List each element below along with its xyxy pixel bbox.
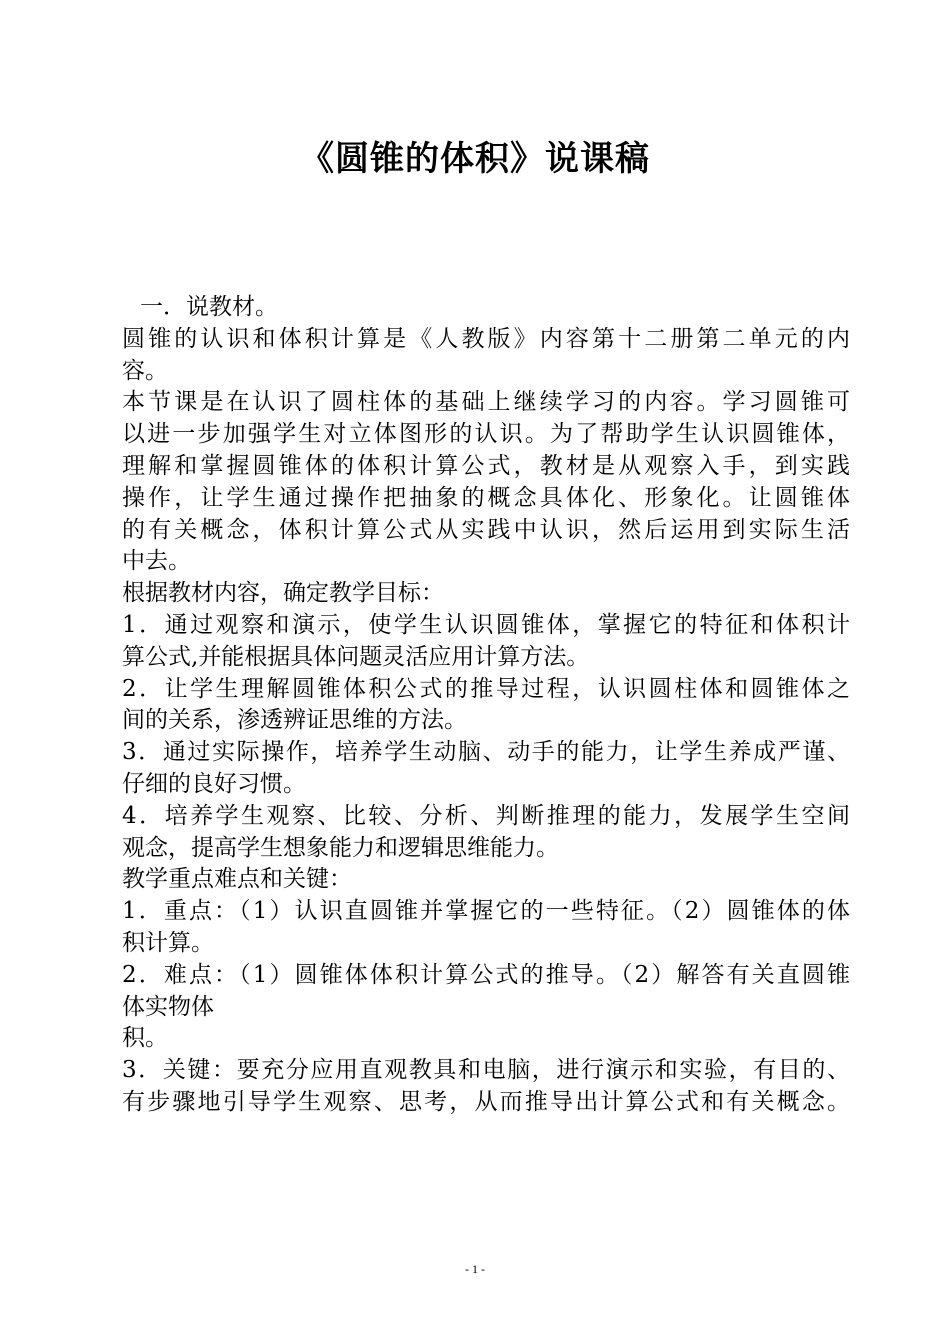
paragraph-line: 教学重点难点和关键： [122,866,352,893]
paragraph-line: 根据教材内容，确定教学目标： [122,580,444,607]
list-item-line: 2．难点：（1）圆锥体体积计算公式的推导。（2）解答有关直圆锥 [122,961,850,988]
page-number: - 1 - [465,1262,485,1276]
page-title: 《圆锥的体积》说课稿 [300,139,650,179]
paragraph-line: 理解和掌握圆锥体的体积计算公式，教材是从观察入手，到实践 [122,452,850,479]
list-item-line: 算公式,并能根据具体问题灵活应用计算方法。 [122,643,590,670]
paragraph-line: 以进一步加强学生对立体图形的认识。为了帮助学生认识圆锥体， [122,421,850,448]
list-item-line: 体实物体 [122,993,214,1020]
paragraph-line: 操作，让学生通过操作把抽象的概念具体化、形象化。让圆锥体 [122,484,850,511]
list-item-line: 间的关系，渗透辨证思维的方法。 [122,707,467,734]
list-item-line: 观念，提高学生想象能力和逻辑思维能力。 [122,834,559,861]
list-item-line: 3．关键：要充分应用直观教具和电脑，进行演示和实验，有目的、 [122,1057,850,1084]
list-item-line: 仔细的良好习惯。 [122,770,306,797]
list-item-line: 1．通过观察和演示，使学生认识圆锥体，掌握它的特征和体积计 [122,611,850,638]
paragraph-line: 中去。 [122,548,191,575]
list-item-line: 3．通过实际操作，培养学生动脑、动手的能力，让学生养成严谨、 [122,739,850,766]
paragraph-line: 圆锥的认识和体积计算是《人教版》内容第十二册第二单元的内 [122,325,850,352]
list-item-line: 积。 [122,1025,168,1052]
list-item-line: 积计算。 [122,929,214,956]
paragraph-line: 容。 [122,357,168,384]
paragraph-line: 本节课是在认识了圆柱体的基础上继续学习的内容。学习圆锥可 [122,389,850,416]
list-item-line: 2．让学生理解圆锥体积公式的推导过程，认识圆柱体和圆锥体之 [122,675,850,702]
list-item-line: 1．重点：（1）认识直圆锥并掌握它的一些特征。（2）圆锥体的体 [122,898,850,925]
list-item-line: 4．培养学生观察、比较、分析、判断推理的能力，发展学生空间 [122,802,850,829]
document-body [122,292,850,1119]
list-item-line: 有步骤地引导学生观察、思考，从而推导出计算公式和有关概念。 [122,1088,850,1115]
paragraph-line: 的有关概念，体积计算公式从实践中认识，然后运用到实际生活 [122,516,850,543]
section-heading: 一．说教材。 [140,294,278,320]
